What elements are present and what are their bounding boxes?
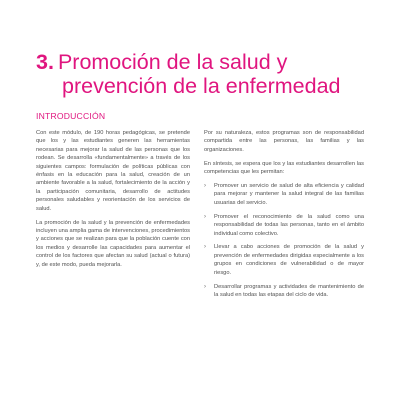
left-column <box>36 129 190 275</box>
paragraph: La promoción de la salud y la prevención de enfermedades incluyen una amplia gama de intervenciones, procedimientos y acciones que se realizan para que la población cuente con los medios y desarrolle las capacidades para aumentar el control de los factores que afectan su salud (actual o futura) y, de este modo, pueda mejorarla. <box>36 219 190 268</box>
bullet-chevron-icon: › <box>204 183 206 190</box>
list-item-text: Promover el reconocimiento de la salud como una responsabilidad de todas las personas, tanto en el ámbito individual como colectivo. <box>214 213 364 237</box>
paragraph: En síntesis, se espera que los y las estudiantes desarrollen las competencias que les permitan: <box>204 160 364 176</box>
bullet-chevron-icon: › <box>204 244 206 251</box>
section-title: INTRODUCCIÓN <box>36 111 106 121</box>
list-item-text: Desarrollar programas y actividades de mantenimiento de la salud en todas las etapas del ciclo de vida. <box>214 283 364 298</box>
list-item <box>204 283 364 300</box>
list-item <box>204 182 364 207</box>
paragraph: Con este módulo, de 190 horas pedagógicas, se pretende que los y las estudiantes generen las herramientas necesarias para mejorar la salud de las personas que los rodean. Se desarrolla «fundamentalmente» a través de los siguientes campos: formulación de políticas públicas con énfasis en la educación para la salud, creación de un ambiente favorable a la salud, fortalecimiento de la acción y la participación comunitaria, desarrollo de actitudes personales saludables y reorientación de los servicios de salud. <box>36 130 190 212</box>
list-item-text: Llevar a cabo acciones de promoción de la salud y prevención de enfermedades dirigidas especialmente a los grupos en condiciones de vulnerabilidad o de mayor riesgo. <box>214 244 364 276</box>
chapter-title-line1: Promoción de la salud y <box>57 50 288 75</box>
chapter-heading <box>36 50 376 98</box>
list-item <box>204 213 364 238</box>
chapter-title-line2: prevención de la enfermedad <box>62 74 341 99</box>
list-item-text: Promover un servicio de salud de alta eficiencia y calidad para mejorar y mantener la salud integral de las familias usuarias del servicio. <box>214 183 364 206</box>
right-column <box>204 129 364 305</box>
chapter-number: 3. <box>36 50 54 75</box>
bullet-chevron-icon: › <box>204 213 206 220</box>
competencies-list <box>204 182 364 299</box>
paragraph: Por su naturaleza, estos programas son de responsabilidad compartida entre las personas, las familias y las organizaciones. <box>204 130 364 153</box>
bullet-chevron-icon: › <box>204 283 206 290</box>
list-item <box>204 243 364 277</box>
